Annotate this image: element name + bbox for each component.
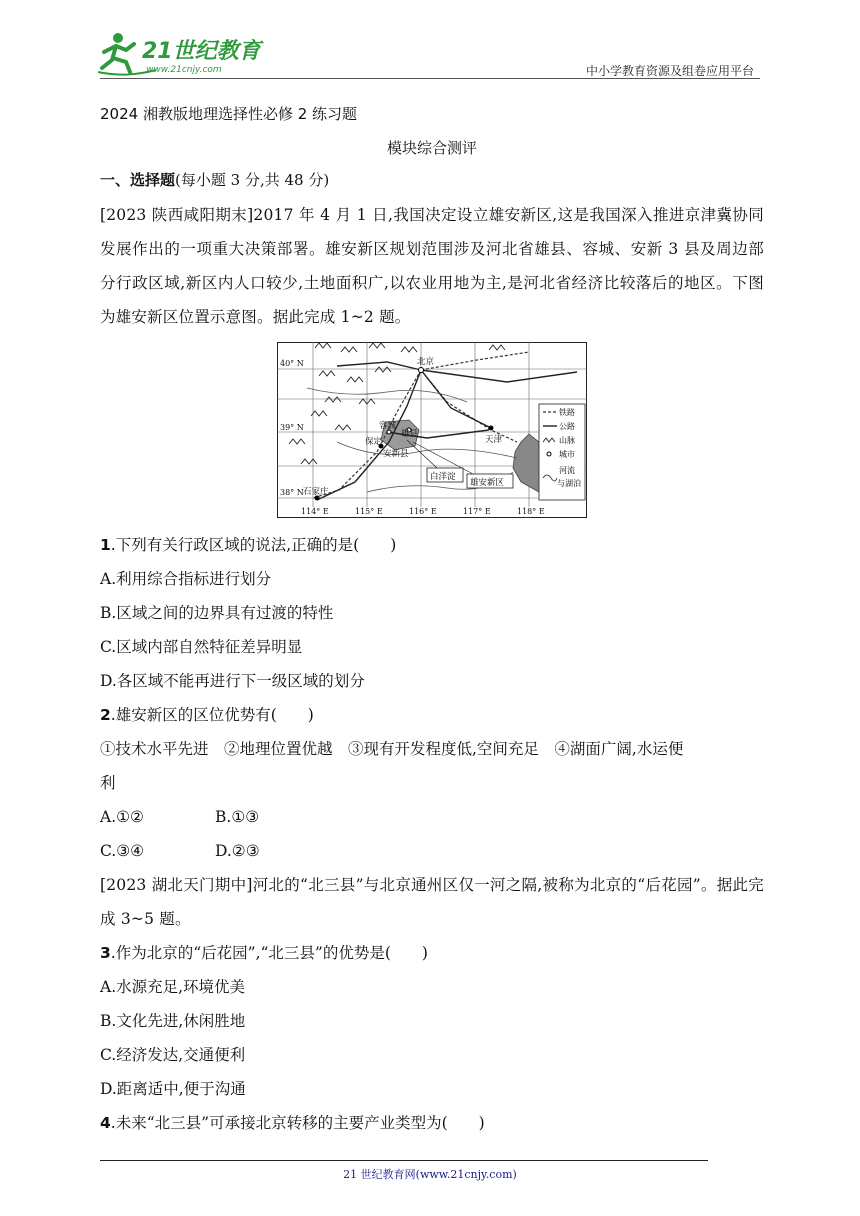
book-title: 2024 湘教版地理选择性必修 2 练习题: [100, 105, 358, 123]
question-1: [100, 528, 764, 562]
q3-option-c[interactable]: C.经济发达,交通便利: [100, 1046, 246, 1064]
module-title: 模块综合测评: [386, 139, 477, 157]
question-2-number: 2: [100, 706, 111, 724]
svg-text:与湖泊: 与湖泊: [557, 479, 581, 488]
q1-option-c[interactable]: C.区域内部自然特征差异明显: [100, 638, 303, 656]
q3-option-b[interactable]: B.文化先进,休闲胜地: [100, 1012, 246, 1030]
q3-option-a[interactable]: A.水源充足,环境优美: [100, 978, 246, 996]
passage-1: [2023 陕西咸阳期末]2017 年 4 月 1 日,我国决定设立雄安新区,这是我国深入推进京津冀协同发展作出的一项重大决策部署。雄安新区规划范围涉及河北省雄县、容城、安新 3 县及周边部分行政区域,新区内人口较少,土地面积广,以农业用地为主,是河北省经济比较落后的地区。下图为雄安新区位置示意图。据此完成 1~2 题。: [100, 206, 764, 326]
q2-choices-line-2: 利: [100, 774, 116, 792]
question-1-stem: .下列有关行政区域的说法,正确的是( ): [110, 536, 397, 554]
q1-option-d[interactable]: D.各区域不能再进行下一级区域的划分: [100, 672, 365, 690]
map-legend: [539, 404, 585, 500]
xiongan-location-map: [277, 342, 587, 518]
svg-text:城市: 城市: [559, 450, 575, 459]
svg-text:公路: 公路: [559, 422, 575, 431]
question-4-number: 4: [100, 1114, 111, 1132]
svg-text:雄县: 雄县: [401, 429, 419, 439]
document-body: [100, 96, 764, 1140]
page-header: [96, 28, 760, 78]
svg-text:石家庄: 石家庄: [303, 487, 329, 497]
q1-option-b[interactable]: B.区域之间的边界具有过渡的特性: [100, 604, 334, 622]
svg-text:安新县: 安新县: [383, 449, 409, 459]
svg-text:21世纪教育: 21世纪教育: [142, 39, 261, 64]
svg-text:雄安新区: 雄安新区: [470, 478, 505, 488]
logo-graphic: [96, 28, 266, 78]
question-4-stem: .未来“北三县”可承接北京转移的主要产业类型为( ): [110, 1114, 485, 1132]
map-svg: [277, 342, 587, 518]
svg-text:117° E: 117° E: [463, 507, 491, 516]
svg-text:114° E: 114° E: [301, 507, 329, 516]
svg-text:山脉: 山脉: [559, 436, 575, 445]
header-divider: [100, 78, 760, 79]
q2-option-c[interactable]: C.③④: [100, 842, 145, 860]
q2-option-b[interactable]: B.①③: [215, 808, 260, 826]
section-title: [100, 168, 764, 192]
q3-option-d[interactable]: D.距离适中,便于沟通: [100, 1080, 246, 1098]
svg-text:保定: 保定: [365, 437, 383, 447]
page-footer[interactable]: 21 世纪教育网(www.21cnjy.com): [343, 1168, 517, 1181]
footer-divider: [100, 1160, 708, 1161]
q2-option-d[interactable]: D.②③: [215, 842, 260, 860]
passage-2: [2023 湖北天门期中]河北的“北三县”与北京通州区仅一河之隔,被称为北京的“后花园”。据此完成 3~5 题。: [100, 876, 764, 928]
svg-text:40° N: 40° N: [280, 359, 304, 368]
q1-option-a[interactable]: A.利用综合指标进行划分: [100, 570, 272, 588]
q2-option-a[interactable]: A.①②: [100, 808, 144, 826]
q2-options-row-2: [100, 834, 764, 868]
question-3: [100, 936, 764, 970]
question-3-stem: .作为北京的“后花园”,“北三县”的优势是( ): [110, 944, 428, 962]
svg-text:北京: 北京: [417, 357, 435, 367]
platform-name: 中小学教育资源及组卷应用平台: [585, 64, 754, 78]
svg-text:白洋淀: 白洋淀: [430, 472, 456, 482]
q2-options-row-1: [100, 800, 764, 834]
svg-text:116° E: 116° E: [409, 507, 437, 516]
question-3-number: 3: [100, 944, 111, 962]
question-2-stem: .雄安新区的区位优势有( ): [110, 706, 314, 724]
svg-text:容城: 容城: [379, 421, 397, 431]
svg-text:118° E: 118° E: [517, 507, 545, 516]
site-logo[interactable]: [96, 28, 266, 78]
svg-text:www.21cnjy.com: www.21cnjy.com: [146, 65, 222, 75]
question-4: [100, 1106, 764, 1140]
svg-text:铁路: 铁路: [559, 408, 575, 417]
svg-text:38° N: 38° N: [280, 488, 304, 497]
section-title-text: 一、选择题: [100, 171, 176, 189]
q2-choices-line-1: ①技术水平先进 ②地理位置优越 ③现有开发程度低,空间充足 ④湖面广阔,水运便: [100, 740, 684, 758]
svg-text:天津: 天津: [485, 435, 503, 445]
svg-text:39° N: 39° N: [280, 423, 304, 432]
svg-text:河流: 河流: [559, 466, 575, 475]
question-1-number: 1: [100, 536, 111, 554]
svg-text:115° E: 115° E: [355, 507, 383, 516]
section-note: (每小题 3 分,共 48 分): [175, 171, 330, 189]
question-2: [100, 698, 764, 732]
